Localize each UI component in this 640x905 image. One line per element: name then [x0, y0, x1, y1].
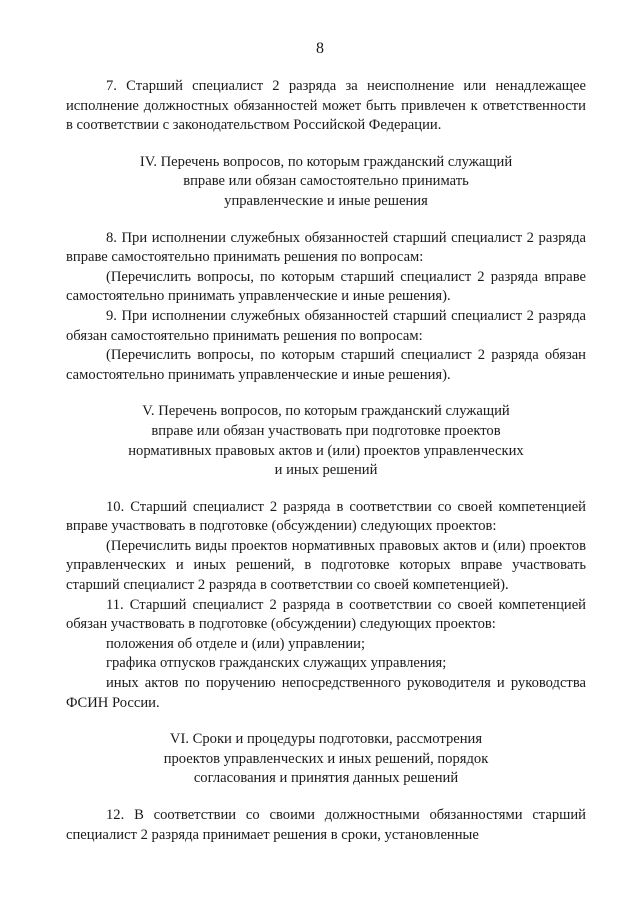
paragraph-12: 12. В соответствии со своими должностными обязанностями старший специалист 2 разряда принимает решения в сроки, установленные: [66, 807, 586, 843]
section-4-heading: IV. Перечень вопросов, по которым гражданский служащий вправе или обязан самостоятельно принимать управленческие и иные решения: [139, 153, 513, 209]
paragraph-7: 7. Старший специалист 2 разряда за неисполнение или ненадлежащее исполнение должностных обязанностей может быть привлечен к ответственности в соответствии с законодательством Российской Федерации.: [66, 78, 586, 134]
list-item: графика отпусков гражданских служащих управления;: [106, 655, 447, 672]
paragraph-10: 10. Старший специалист 2 разряда в соответствии со своей компетенцией вправе участвовать в подготовке (обсуждении) следующих проектов:: [66, 498, 586, 535]
section-5-heading: V. Перечень вопросов, по которым гражданский служащий вправе или обязан участвовать при подготовке проектов нормативных правовых актов и (или) проектов управленческих и иных решений: [128, 403, 524, 479]
list-item: положения об отделе и (или) управлении;: [106, 635, 366, 652]
paragraph-8: 8. При исполнении служебных обязанностей старший специалист 2 разряда вправе самостоятельно принимать решения по вопросам:: [66, 229, 586, 266]
paragraph-8-note: (Перечислить вопросы, по которым старший специалист 2 разряда вправе самостоятельно принимать управленческие и иные решения).: [66, 268, 586, 305]
paragraph-11: 11. Старший специалист 2 разряда в соответствии со своей компетенцией обязан участвовать в подготовке (обсуждении) следующих проектов:: [66, 596, 586, 633]
page-number: 8: [316, 40, 324, 57]
list-item: иных актов по поручению непосредственного руководителя и руководства ФСИН России.: [66, 675, 586, 711]
paragraph-9: 9. При исполнении служебных обязанностей старший специалист 2 разряда обязан самостоятельно принимать решения по вопросам:: [66, 307, 586, 344]
paragraph-10-note: (Перечислить виды проектов нормативных правовых актов и (или) проектов управленческих и иных решений, в подготовке которых вправе участвовать старший специалист 2 разряда в соответствии со своей компетенцией).: [66, 537, 586, 594]
paragraph-9-note: (Перечислить вопросы, по которым старший специалист 2 разряда обязан самостоятельно принимать управленческие и иные решения).: [66, 347, 586, 383]
document-body: [66, 77, 586, 845]
section-6-heading: VI. Сроки и процедуры подготовки, рассмотрения проектов управленческих и иных решений, порядок согласования и принятия данных решений: [163, 731, 489, 787]
